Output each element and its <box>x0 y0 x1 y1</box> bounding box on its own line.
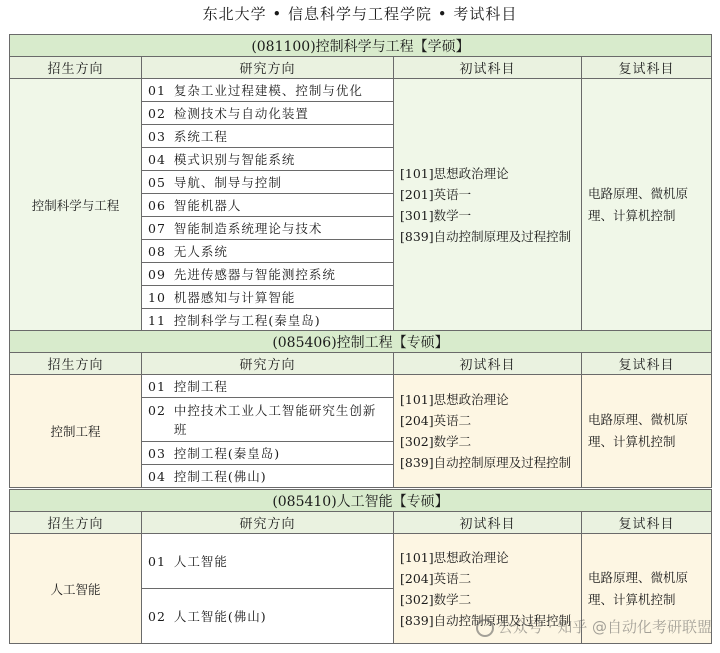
research-list <box>142 375 394 488</box>
section-header: (081100)控制科学与工程【学硕】 <box>10 35 712 57</box>
subject-item: [101]思想政治理论 <box>400 392 509 407</box>
research-item: 04 控制工程(佛山) <box>142 465 393 487</box>
column-header-initial: 初试科目 <box>394 353 582 375</box>
subject-item: [302]数学二 <box>400 434 472 449</box>
section-header: (085410)人工智能【专硕】 <box>10 490 712 512</box>
subject-item: [302]数学二 <box>400 591 472 607</box>
research-item: 09 先进传感器与智能测控系统 <box>142 263 393 286</box>
column-header-research: 研究方向 <box>142 57 394 79</box>
research-list <box>142 79 394 332</box>
subject-item: [839]自动控制原理及过程控制 <box>400 229 572 244</box>
subject-item: [301]数学一 <box>400 208 472 223</box>
research-item: 02 人工智能(佛山) <box>142 589 393 643</box>
initial-subjects <box>394 79 582 332</box>
research-item: 06 智能机器人 <box>142 194 393 217</box>
column-header-initial: 初试科目 <box>394 57 582 79</box>
column-header-research: 研究方向 <box>142 353 394 375</box>
subject-item: [204]英语二 <box>400 570 472 586</box>
research-item: 02 中控技术工业人工智能研究生创新班 <box>142 398 393 442</box>
column-header-retest: 复试科目 <box>582 512 712 534</box>
research-item: 02 检测技术与自动化装置 <box>142 102 393 125</box>
research-item: 01 控制工程 <box>142 375 393 398</box>
column-header-retest: 复试科目 <box>582 353 712 375</box>
wechat-icon <box>476 619 494 637</box>
enrollment-direction: 控制工程 <box>10 375 142 488</box>
subject-item: [839]自动控制原理及过程控制 <box>400 612 572 628</box>
research-list <box>142 534 394 644</box>
retest-subjects: 电路原理、微机原理、计算机控制 <box>582 375 712 488</box>
research-item: 07 智能制造系统理论与技术 <box>142 217 393 240</box>
retest-subjects: 电路原理、微机原理、计算机控制 <box>582 79 712 332</box>
watermark: 公众号 · 知乎 @自动化考研联盟 <box>476 616 712 637</box>
research-item: 03 控制工程(秦皇岛) <box>142 442 393 465</box>
enrollment-direction: 控制科学与工程 <box>10 79 142 332</box>
section-header: (085406)控制工程【专硕】 <box>10 331 712 353</box>
research-item: 11 控制科学与工程(秦皇岛) <box>142 309 393 331</box>
subject-item: [101]思想政治理论 <box>400 549 509 565</box>
column-header-direction: 招生方向 <box>10 512 142 534</box>
column-header-research: 研究方向 <box>142 512 394 534</box>
research-item: 01 人工智能 <box>142 534 393 589</box>
research-item: 03 系统工程 <box>142 125 393 148</box>
research-item: 08 无人系统 <box>142 240 393 263</box>
research-item: 04 模式识别与智能系统 <box>142 148 393 171</box>
column-header-direction: 招生方向 <box>10 353 142 375</box>
column-header-retest: 复试科目 <box>582 57 712 79</box>
column-header-direction: 招生方向 <box>10 57 142 79</box>
major-table-085406 <box>9 330 712 488</box>
research-item: 01 复杂工业过程建模、控制与优化 <box>142 79 393 102</box>
column-header-initial: 初试科目 <box>394 512 582 534</box>
retest-subjects: 电路原理、微机原理、计算机控制 <box>582 534 712 644</box>
initial-subjects <box>394 375 582 488</box>
subject-item: [101]思想政治理论 <box>400 166 509 181</box>
subject-item: [839]自动控制原理及过程控制 <box>400 455 572 470</box>
page-title: 东北大学 • 信息科学与工程学院 • 考试科目 <box>202 5 518 23</box>
research-item: 05 导航、制导与控制 <box>142 171 393 194</box>
research-item: 10 机器感知与计算智能 <box>142 286 393 309</box>
subject-item: [201]英语一 <box>400 187 472 202</box>
major-table-081100 <box>9 34 712 332</box>
subject-item: [204]英语二 <box>400 413 472 428</box>
enrollment-direction: 人工智能 <box>10 534 142 644</box>
